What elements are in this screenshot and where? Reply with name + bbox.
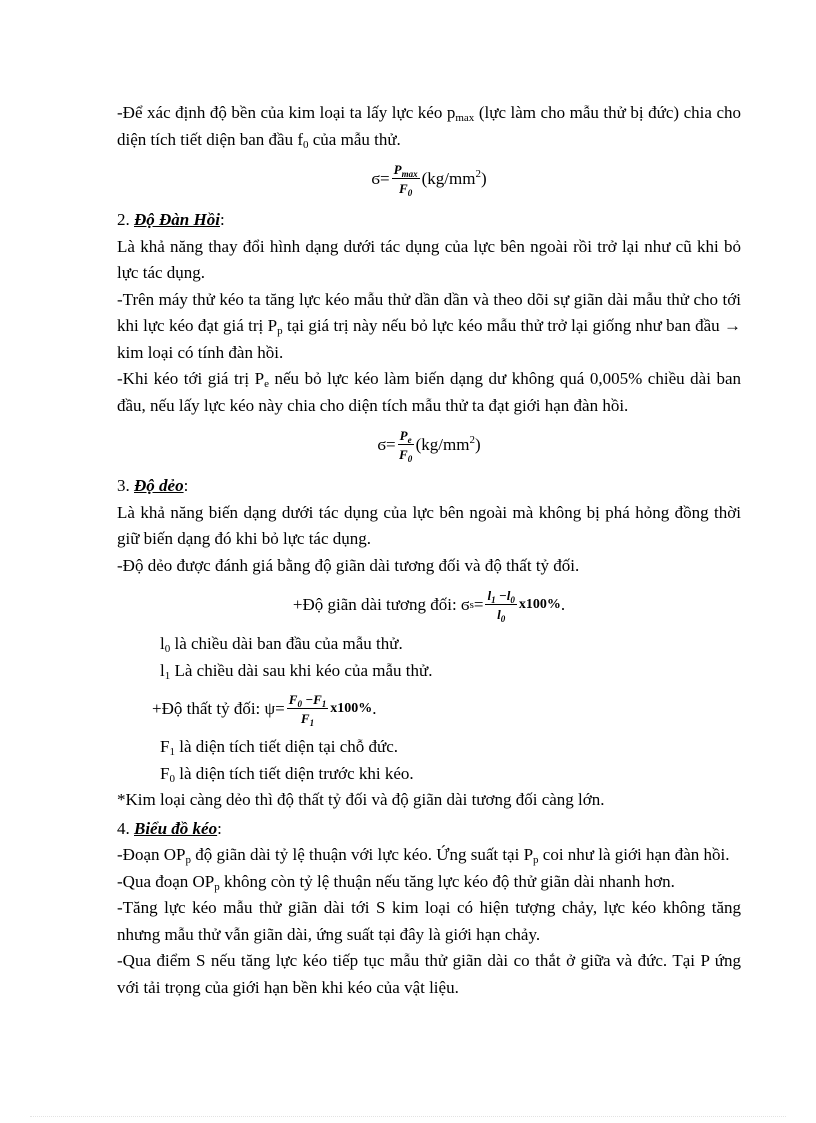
section-2-heading: 2. Độ Đàn Hồi: xyxy=(117,210,225,229)
section-3-heading: 3. Độ dẻo: xyxy=(117,476,189,495)
elongation-formula: +Độ giãn dài tương đối: ϭ s = $\frac{l_1 -l_0}{l_0}$ x100% . xyxy=(292,588,566,624)
strength-formula: ϭ= $\frac{P_{max}}{F_0}$ $(kg/mm^2)$ xyxy=(371,162,487,198)
section-4-paragraph-2: -Qua đoạn $OP_p$ không còn tỷ lệ thuận nếu tăng lực kéo độ thử giãn dài nhanh hơn. xyxy=(117,871,675,893)
page-bottom-divider xyxy=(30,1116,786,1117)
section-3-paragraph-2: -Độ dẻo được đánh giá bằng độ giãn dài tương đối và độ thất tỷ đối. xyxy=(117,555,580,575)
l1-definition: $l_1$ Là chiều dài sau khi kéo của mẫu thử. xyxy=(160,660,433,682)
section-4-paragraph-4: -Qua điểm S nếu tăng lực kéo tiếp tục mẫu thử giãn dài co thắt ở giữa và đức. Tại P ứng với tải trọng của giới hạn bền khi kéo của vật liệu. xyxy=(117,951,741,997)
F1-definition: $F_1$ là diện tích tiết diện tại chỗ đức. xyxy=(160,737,399,758)
ductility-note: *Kim loại càng dẻo thì độ thất tỷ đối và độ giãn dài tương đối càng lớn. xyxy=(117,790,605,809)
intro-paragraph: -Để xác định độ bền của kim loại ta lấy lực kéo $p_{max}$ (lực làm cho mẫu thử bị đức) chia cho diện tích tiết diện ban đầu $f_0$ của mẫu thử. xyxy=(117,103,742,151)
section-4-paragraph-3: -Tăng lực kéo mẫu thử giãn dài tới S kim loại có hiện tượng chảy, lực kéo không tăng nhưng mẫu thử vẫn giãn dài, ứng suất tại đây là giới hạn chảy. xyxy=(117,898,741,944)
section-4-heading: 4. Biểu đồ kéo: xyxy=(117,818,222,838)
section-2-paragraph-2: -Trên máy thử kéo ta tăng lực kéo mẫu thử dần dần và theo dõi sự giãn dài mẫu thử cho tới khi lực kéo đạt giá trị $P_p$ tại giá trị này nếu bỏ lực kéo mẫu thử trở lại giống như ban đầu → kim loại có tính đàn hồi. xyxy=(117,289,741,362)
section-3-paragraph-1: Là khả năng biến dạng dưới tác dụng của lực bên ngoài mà không bị phá hỏng đồng thời giữ biến dạng đó khi bỏ lực tác dụng. xyxy=(117,502,741,548)
reduction-fraction: $\frac{F_0 -F_1}{F_1}$ xyxy=(288,692,327,728)
elastic-limit-formula: ϭ= $\frac{P_e}{F_0}$ $(kg/mm^2)$ xyxy=(377,428,481,464)
F0-definition: $F_0$ là diện tích tiết diện trước khi kéo. xyxy=(160,763,414,785)
section-2-paragraph-1: Là khả năng thay đổi hình dạng dưới tác dụng của lực bên ngoài rồi trở lại như cũ khi bỏ lực tác dụng. xyxy=(117,236,741,282)
section-2-paragraph-3: -Khi kéo tới giá trị $P_e$ nếu bỏ lực kéo làm biến dạng dư không quá 0,005% chiều dài ban đầu, nếu lấy lực kéo này chia cho diện tích mẫu thử ta đạt giới hạn đàn hồi. xyxy=(117,369,741,415)
l0-definition: $l_0$ là chiều dài ban đầu của mẫu thử. xyxy=(160,634,403,655)
page-content xyxy=(117,100,741,1001)
elongation-fraction: $\frac{l_1 -l_0}{l_0}$ xyxy=(487,588,515,624)
elastic-fraction: $\frac{P_e}{F_0}$ xyxy=(399,428,413,464)
strength-fraction: $\frac{P_{max}}{F_0}$ xyxy=(393,162,418,198)
section-4-paragraph-1: -Đoạn $OP_p$ độ giãn dài tỷ lệ thuận với lực kéo. Ứng suất tại $P_p$ coi như là giới hạn đàn hồi. xyxy=(117,845,730,866)
reduction-formula: +Độ thất tỷ đối: ψ= $\frac{F_0 -F_1}{F_1}$ x100% . xyxy=(152,692,377,728)
